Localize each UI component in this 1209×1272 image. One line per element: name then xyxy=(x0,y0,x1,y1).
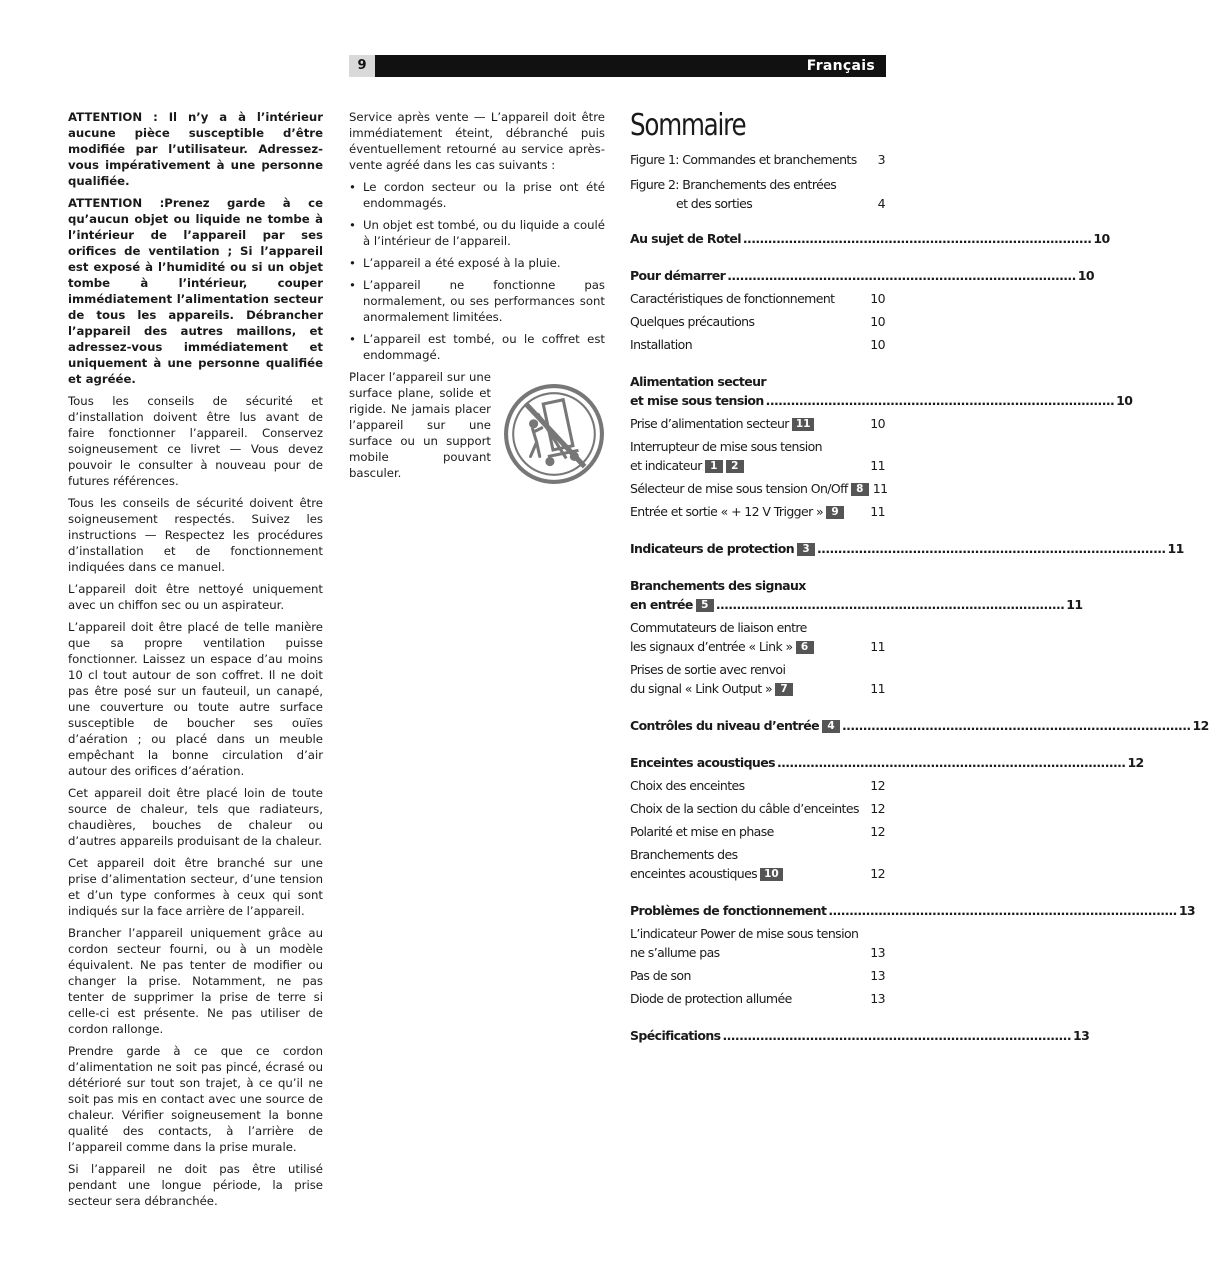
safety-paragraph: L’appareil doit être placé de telle manière que sa propre ventilation puisse fonctionner. Laissez un espace d’au moins 10 cl tout autour de son coffret. Il ne doit pas être posé sur un fauteuil, un canapé, une couverture ou toute autre surface susceptible de boucher ses ouïes d’aération ; ou placé dans un meuble empêchant la bonne circulation d’air autour des orifices d’aération. xyxy=(68,620,323,778)
safety-paragraph: Cet appareil doit être branché sur une prise d’alimentation secteur, d’une tension et d’un type conformes à ceux qui sont indiqués sur la face arrière de l’appareil. xyxy=(68,856,323,918)
safety-paragraph: Si l’appareil ne doit pas être utilisé pendant une longue période, la prise secteur sera débranchée. xyxy=(68,1162,323,1208)
toc-entry[interactable] xyxy=(630,335,885,354)
toc-section-entry[interactable] xyxy=(630,753,1144,772)
toc-page-number: 11 xyxy=(1167,541,1184,556)
toc-entry-label: Prise d’alimentation secteur xyxy=(630,416,789,431)
warning-paragraph: ATTENTION :Prenez garde à ce qu’aucun objet ou liquide ne tombe à l’intérieur de l’appareil par ses orifices de ventilation ; Si l’appareil est exposé à l’humidité ou si un objet tombe à l’intérieur, couper immédiatement l’alimentation secteur de tous les appareils. Débrancher l’appareil des autres maillons, et adressez-vous immédiatement et uniquement à une personne qualifiée et agréée. xyxy=(68,196,323,386)
toc-page-number: 10 xyxy=(1077,268,1094,283)
figure-reference-badge: 8 xyxy=(851,483,869,496)
toc-entry[interactable] xyxy=(630,437,885,475)
toc-page-number: 3 xyxy=(877,152,885,167)
toc-section-entry[interactable] xyxy=(630,716,1209,735)
toc-entry-label: enceintes acoustiques xyxy=(630,866,758,881)
list-item: • L’appareil ne fonctionne pas normalement, ou ses performances sont anormalement limitées. xyxy=(349,278,605,324)
toc-leader: .................................................................................... xyxy=(828,903,1177,918)
toc-page-number: 12 xyxy=(870,801,885,816)
toc-section-entry[interactable] xyxy=(630,576,1083,614)
toc-page-number: 13 xyxy=(1072,1028,1090,1043)
toc-entry-label: Au sujet de Rotel xyxy=(630,231,741,246)
cart-warning xyxy=(349,369,605,481)
toc-page-number: 10 xyxy=(870,291,885,306)
toc-entry-label: Figure 1: Commandes et branchements xyxy=(630,152,857,167)
service-column xyxy=(349,109,605,481)
list-item: • L’appareil est tombé, ou le coffret est endommagé. xyxy=(349,332,605,362)
page-number: 9 xyxy=(349,55,375,77)
toc-page-number: 10 xyxy=(1116,393,1133,408)
toc-entry-label: Contrôles du niveau d’entrée xyxy=(630,718,820,733)
toc-entry-label: les signaux d’entrée « Link » xyxy=(630,639,793,654)
toc-entry-label: Spécifications xyxy=(630,1028,721,1043)
toc-entry-label: Problèmes de fonctionnement xyxy=(630,903,827,918)
page-header xyxy=(349,55,886,77)
toc-entry[interactable] xyxy=(630,502,885,521)
toc-section-entry[interactable] xyxy=(630,229,1110,248)
figure-reference-badge: 5 xyxy=(696,599,714,612)
toc-section-entry[interactable] xyxy=(630,539,1184,558)
toc-entry-label: Choix de la section du câble d’enceintes xyxy=(630,801,859,816)
toc-entry-label: Enceintes acoustiques xyxy=(630,755,775,770)
figure-reference-badge: 4 xyxy=(822,720,840,733)
toc-page-number: 11 xyxy=(870,504,885,519)
toc-page-number: 10 xyxy=(870,314,885,329)
toc-entry[interactable] xyxy=(630,989,885,1008)
toc-page-number: 12 xyxy=(870,824,885,839)
toc-entry-label: Entrée et sortie « + 12 V Trigger » xyxy=(630,504,824,519)
toc-section-entry[interactable] xyxy=(630,901,1196,920)
toc-entry-label: Diode de protection allumée xyxy=(630,991,792,1006)
toc-entry-label: Indicateurs de protection xyxy=(630,541,795,556)
toc-page-number: 10 xyxy=(870,416,885,431)
service-intro: Service après vente — L’appareil doit être immédiatement éteint, débranché puis éventuellement retourné au service après-vente agréé dans les cas suivants : xyxy=(349,110,605,172)
toc-entry[interactable] xyxy=(630,822,885,841)
toc-leader: .................................................................................... xyxy=(742,231,1092,246)
toc-page-number: 11 xyxy=(872,481,888,496)
toc-entry[interactable] xyxy=(630,845,885,883)
toc-entry[interactable] xyxy=(630,289,885,308)
toc-section-entry[interactable] xyxy=(630,266,1094,285)
toc-entry[interactable] xyxy=(630,799,885,818)
toc-entry-label: Branchements des xyxy=(630,847,738,862)
bullet-icon: • xyxy=(349,278,356,292)
safety-paragraph: Tous les conseils de sécurité et d’installation doivent être lus avant de faire fonctionner l’appareil. Conservez soigneusement ce livret — Vous devez pouvoir le consulter à nouveau pour de futures références. xyxy=(68,394,323,488)
list-item: • L’appareil a été exposé à la pluie. xyxy=(349,256,561,270)
toc-page-number: 11 xyxy=(870,681,885,696)
toc-title: Sommaire xyxy=(630,108,746,143)
service-list xyxy=(349,179,605,363)
toc-page-number: 13 xyxy=(870,991,885,1006)
figure-reference-badge: 9 xyxy=(826,506,844,519)
toc-leader: .................................................................................... xyxy=(817,541,1166,556)
toc-entry[interactable] xyxy=(630,414,885,433)
toc-entry-label: Prises de sortie avec renvoi xyxy=(630,662,786,677)
toc-entry-label: Choix des enceintes xyxy=(630,778,745,793)
table-of-contents xyxy=(630,108,1209,1045)
toc-entry-label: du signal « Link Output » xyxy=(630,681,773,696)
safety-paragraph: Tous les conseils de sécurité doivent être soigneusement respectés. Suivez les instructions — Respectez les procédures d’installation et de fonctionnement indiquées dans ce manuel. xyxy=(68,496,323,574)
no-cart-tipping-icon xyxy=(503,383,605,485)
toc-list xyxy=(630,150,1209,1045)
toc-leader: .................................................................................... xyxy=(776,755,1126,770)
toc-entry-label: et des sorties xyxy=(676,196,753,211)
toc-page-number: 11 xyxy=(1066,597,1083,612)
toc-entry[interactable] xyxy=(630,150,885,169)
toc-entry-label: Pas de son xyxy=(630,968,691,983)
toc-leader: .................................................................................... xyxy=(727,268,1076,283)
warning-paragraph: ATTENTION : Il n’y a à l’intérieur aucune pièce susceptible d’être modifiée par l’utilisateur. Adressez-vous impérativement à une personne qualifiée. xyxy=(68,110,323,188)
cart-warning-text: Placer l’appareil sur une surface plane, solide et rigide. Ne jamais placer l’appareil sur une surface ou un support mobile pouvant basculer. xyxy=(349,370,491,480)
figure-reference-badge: 10 xyxy=(760,868,783,881)
toc-page-number: 13 xyxy=(870,968,885,983)
toc-entry-label: Figure 2: Branchements des entrées xyxy=(630,177,837,192)
toc-entry-label: Interrupteur de mise sous tension xyxy=(630,439,823,454)
toc-section-entry[interactable] xyxy=(630,372,1133,410)
safety-paragraph: Prendre garde à ce que ce cordon d’alimentation ne soit pas pincé, écrasé ou détérioré sur tout son trajet, à ce qu’il ne soit pas mis en contact avec une source de chaleur. Vérifier soigneusement la bonne qualité des contacts, à l’arrière de l’appareil comme dans la prise murale. xyxy=(68,1044,323,1154)
safety-paragraph: L’appareil doit être nettoyé uniquement avec un chiffon sec ou un aspirateur. xyxy=(68,582,323,612)
safety-paragraph: Brancher l’appareil uniquement grâce au cordon secteur fourni, ou à un modèle équivalent. Ne pas tenter de modifier ou changer la prise. Notamment, ne pas tenter de supprimer la prise de terre si celle-ci est présente. Ne pas utiliser de cordon rallonge. xyxy=(68,926,323,1036)
toc-entry-label: en entrée xyxy=(630,597,693,612)
toc-entry[interactable] xyxy=(630,479,888,498)
toc-page-number: 13 xyxy=(1178,903,1196,918)
toc-entry-label: Pour démarrer xyxy=(630,268,726,283)
toc-entry[interactable] xyxy=(630,660,885,698)
toc-entry-label: Branchements des signaux xyxy=(630,578,806,593)
toc-leader: .................................................................................... xyxy=(765,393,1115,408)
toc-leader: .................................................................................... xyxy=(715,597,1065,612)
toc-entry[interactable] xyxy=(630,924,885,962)
list-item: • Le cordon secteur ou la prise ont été endommagés. xyxy=(349,180,605,210)
toc-entry[interactable] xyxy=(630,175,885,213)
toc-entry-label: Alimentation secteur xyxy=(630,374,766,389)
toc-entry-label: ne s’allume pas xyxy=(630,945,720,960)
bullet-icon: • xyxy=(349,256,356,270)
list-item: • Un objet est tombé, ou du liquide a coulé à l’intérieur de l’appareil. xyxy=(349,218,605,248)
bullet-icon: • xyxy=(349,180,356,194)
toc-page-number: 11 xyxy=(870,639,885,654)
toc-entry-label: Sélecteur de mise sous tension On/Off xyxy=(630,481,848,496)
safety-column xyxy=(68,109,323,1215)
toc-entry-label: Polarité et mise en phase xyxy=(630,824,774,839)
toc-page-number: 10 xyxy=(1093,231,1110,246)
toc-entry-label: Installation xyxy=(630,337,693,352)
toc-page-number: 13 xyxy=(870,945,885,960)
toc-page-number: 4 xyxy=(877,196,885,211)
bullet-icon: • xyxy=(349,332,356,346)
toc-page-number: 12 xyxy=(1192,718,1209,733)
toc-entry-label: et indicateur xyxy=(630,458,702,473)
toc-leader: .................................................................................... xyxy=(842,718,1191,733)
toc-entry[interactable] xyxy=(630,618,885,656)
toc-entry-label: Quelques précautions xyxy=(630,314,755,329)
toc-section-entry[interactable] xyxy=(630,1026,1090,1045)
toc-entry[interactable] xyxy=(630,776,885,795)
toc-entry-label: L’indicateur Power de mise sous tension xyxy=(630,926,859,941)
figure-reference-badge: 3 xyxy=(797,543,815,556)
toc-entry-label: Commutateurs de liaison entre xyxy=(630,620,807,635)
figure-reference-badge: 7 xyxy=(775,683,793,696)
toc-entry-label: Caractéristiques de fonctionnement xyxy=(630,291,835,306)
toc-leader: .................................................................................... xyxy=(722,1028,1071,1043)
figure-reference-badge: 2 xyxy=(726,460,744,473)
figure-reference-badge: 11 xyxy=(792,418,815,431)
toc-entry[interactable] xyxy=(630,966,885,985)
toc-entry[interactable] xyxy=(630,312,885,331)
bullet-icon: • xyxy=(349,218,356,232)
toc-page-number: 12 xyxy=(870,866,885,881)
toc-page-number: 11 xyxy=(870,458,885,473)
language-label: Français xyxy=(806,58,875,74)
toc-page-number: 12 xyxy=(870,778,885,793)
toc-page-number: 12 xyxy=(1127,755,1144,770)
toc-entry-label: et mise sous tension xyxy=(630,393,764,408)
figure-reference-badge: 6 xyxy=(796,641,814,654)
toc-page-number: 10 xyxy=(870,337,885,352)
safety-paragraph: Cet appareil doit être placé loin de toute source de chaleur, tels que radiateurs, chaudières, bouches de chaleur ou d’autres appareils produisant de la chaleur. xyxy=(68,786,323,848)
figure-reference-badge: 1 xyxy=(705,460,723,473)
